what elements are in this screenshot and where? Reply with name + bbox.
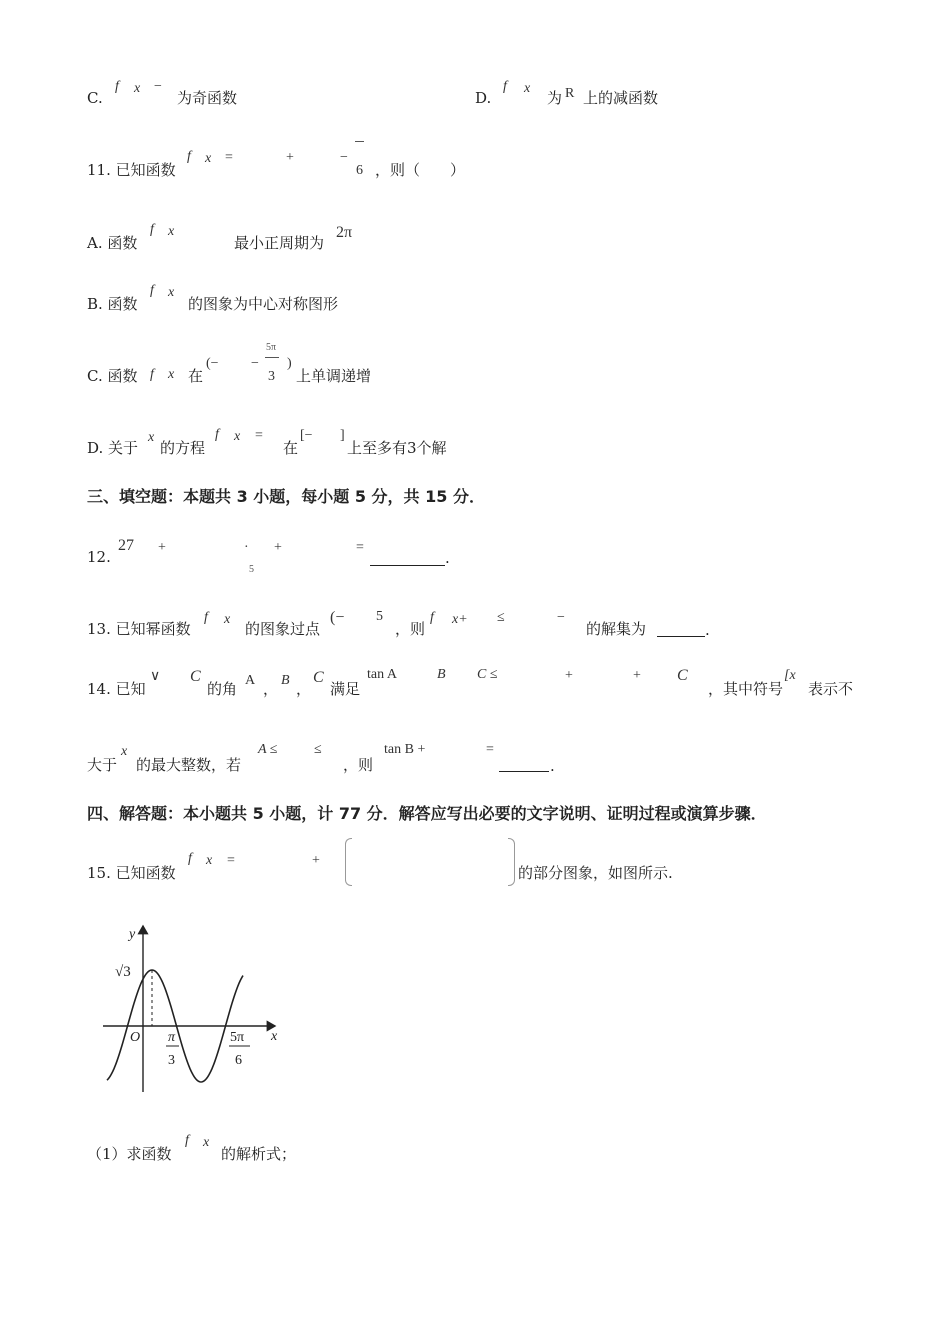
- q11-option-d-text1: 的方程: [160, 439, 206, 457]
- q10-d-wei: 为: [547, 89, 563, 107]
- q14-line2-2: 的最大整数，若: [136, 756, 242, 774]
- q10-option-c-label: C.: [87, 89, 103, 107]
- q15-f: f: [188, 851, 192, 866]
- q12-answer-blank[interactable]: [370, 565, 445, 566]
- q12-base: 27: [118, 537, 134, 554]
- q13-text2: ，则: [395, 620, 426, 638]
- q11-fraction-bar: [355, 141, 364, 142]
- q11-stem-suffix: ，则（ ）: [375, 161, 466, 179]
- q10-c-x: x: [134, 81, 141, 96]
- q15-stem: 15. 已知函数: [87, 864, 176, 882]
- q13-minus: −: [557, 610, 565, 625]
- graph-tick2-den: 6: [235, 1053, 242, 1068]
- q13-point-open: (−: [330, 609, 345, 626]
- section-4-heading: 四、解答题：本小题共 5 小题，计 77 分．解答应写出必要的文字说明、证明过程或演算步骤．: [87, 804, 767, 823]
- q12-plus1: +: [158, 540, 166, 555]
- graph-y-max-label: √3: [115, 964, 131, 980]
- q11-a-f: f: [150, 222, 154, 237]
- q14-text4: 表示不: [808, 680, 854, 698]
- q12-plus2: +: [274, 540, 282, 555]
- q14-A2: A ≤: [258, 742, 278, 757]
- q11-eq: =: [225, 150, 233, 165]
- q14-line2-3: ，则: [343, 756, 374, 774]
- q11-option-d-label: D. 关于: [87, 439, 139, 457]
- q10-d-f: f: [503, 79, 507, 94]
- q13-le: ≤: [497, 610, 505, 625]
- q14-B: B: [281, 673, 290, 688]
- q10-d-R: R: [565, 86, 575, 101]
- q14-tanB: tan B +: [384, 742, 426, 757]
- q13-x: x: [224, 612, 231, 627]
- q15-text: 的部分图象，如图所示.: [518, 864, 673, 882]
- q13-f2: f: [430, 610, 434, 625]
- q11-d-f: f: [215, 427, 219, 442]
- q11-option-c-text: 上单调递增: [296, 367, 372, 385]
- graph-origin-label: O: [130, 1030, 141, 1045]
- q11-d-zai: 在: [283, 439, 299, 457]
- q11-f: f: [187, 149, 191, 164]
- q11-den: 6: [356, 163, 363, 178]
- q13-end: .: [705, 621, 710, 639]
- q13-text3: 的解集为: [586, 620, 647, 638]
- q11-c-f: f: [150, 367, 154, 382]
- graph-tick1-num: π: [168, 1030, 176, 1045]
- q15-plus: +: [312, 853, 320, 868]
- q14-text3: ，其中符号: [708, 680, 784, 698]
- q11-a-x: x: [168, 224, 175, 239]
- q14-line2-1: 大于: [87, 756, 118, 774]
- q14-C3: C ≤: [477, 667, 498, 682]
- q14-answer-blank[interactable]: [499, 771, 549, 772]
- q14-plus1: +: [565, 668, 573, 683]
- q14-C4: C: [677, 667, 688, 684]
- q10-option-c-text: 为奇函数: [177, 89, 238, 107]
- q10-c-minus: −: [154, 79, 162, 94]
- q14-end: .: [550, 757, 555, 775]
- q15-brace-left: [345, 838, 352, 886]
- q15-part1-f: f: [185, 1133, 189, 1148]
- q11-c-x: x: [168, 367, 175, 382]
- q11-c-paren-close: ): [287, 356, 292, 371]
- q14-tanA: tan A: [367, 667, 397, 682]
- q11-option-a-text: 最小正周期为: [234, 234, 325, 252]
- q13-x2: x+: [452, 612, 468, 627]
- q14-triangle: ∨: [150, 669, 161, 684]
- q11-minus: −: [340, 150, 348, 165]
- q11-c-den: 3: [268, 369, 275, 384]
- q15-part1-x: x: [203, 1135, 210, 1150]
- q10-option-d-text: 上的减函数: [583, 89, 659, 107]
- q11-c-num: 5π: [266, 342, 277, 353]
- q14-le: ≤: [314, 742, 322, 757]
- q11-d-xx: x: [234, 429, 241, 444]
- q14-sep1: ，: [263, 680, 279, 698]
- q14-text2: 满足: [330, 680, 361, 698]
- q11-c-zai: 在: [188, 367, 204, 385]
- q11-option-a-value: 2π: [336, 224, 353, 241]
- q10-c-f: f: [115, 79, 119, 94]
- graph-tick1-den: 3: [168, 1053, 175, 1068]
- q15-x: x: [206, 853, 213, 868]
- q12-label: 12.: [87, 548, 111, 566]
- q14-B2: B: [437, 667, 446, 682]
- q12-eq: =: [356, 540, 364, 555]
- q15-eq: =: [227, 853, 235, 868]
- q11-c-paren-open: (−: [206, 356, 219, 371]
- q13-f: f: [204, 610, 208, 625]
- q13-text1: 的图象过点: [245, 620, 321, 638]
- q14-C2: C: [313, 669, 324, 686]
- q11-stem: 11. 已知函数: [87, 161, 176, 179]
- q10-option-d-label: D.: [475, 89, 492, 107]
- q11-b-x: x: [168, 285, 175, 300]
- q11-option-a-label: A. 函数: [87, 234, 138, 252]
- graph-x-label: x: [271, 1029, 278, 1044]
- q15-brace-right: [508, 838, 515, 886]
- q11-option-c-label: C. 函数: [87, 367, 138, 385]
- q11-d-eq: =: [255, 428, 263, 443]
- q12-small: 5: [249, 564, 254, 575]
- q11-plus: +: [286, 150, 294, 165]
- q12-end: .: [445, 549, 450, 567]
- q12-dot: ·: [244, 540, 249, 555]
- graph-y-label: y: [129, 927, 136, 942]
- q11-d-x: x: [148, 430, 155, 445]
- section-3-heading: 三、填空题：本题共 3 小题，每小题 5 分，共 15 分．: [87, 487, 485, 506]
- q14-eq: =: [486, 742, 494, 757]
- q14-sep2: ，: [296, 680, 312, 698]
- q13-point-val: 5: [376, 609, 383, 624]
- q13-answer-blank[interactable]: [657, 636, 705, 637]
- q14-C: C: [190, 668, 201, 685]
- q11-c-fraction-bar: [265, 357, 279, 358]
- q14-text1: 的角: [207, 680, 238, 698]
- q14-bracket: [x: [784, 668, 796, 683]
- q11-c-minus: −: [251, 356, 259, 371]
- q11-option-b-label: B. 函数: [87, 295, 138, 313]
- q14-plus2: +: [633, 668, 641, 683]
- q11-b-f: f: [150, 283, 154, 298]
- q13-stem: 13. 已知幂函数: [87, 620, 191, 638]
- q11-option-d-text2: 上至多有3个解: [347, 439, 447, 457]
- q11-option-b-text: 的图象为中心对称图形: [188, 295, 339, 313]
- q14-stem: 14. 已知: [87, 680, 146, 698]
- graph-tick2-num: 5π: [230, 1030, 245, 1045]
- q15-graph: [95, 920, 285, 1095]
- q14-A: A: [245, 673, 256, 688]
- q11-d-bracket-open: [−: [300, 428, 313, 443]
- q15-part1-label: （1）求函数: [87, 1145, 172, 1163]
- q10-d-x: x: [524, 81, 531, 96]
- q15-part1-text: 的解析式；: [221, 1145, 297, 1163]
- q14-x: x: [121, 744, 128, 759]
- q11-d-bracket-close: ]: [340, 428, 345, 443]
- q11-x: x: [205, 151, 212, 166]
